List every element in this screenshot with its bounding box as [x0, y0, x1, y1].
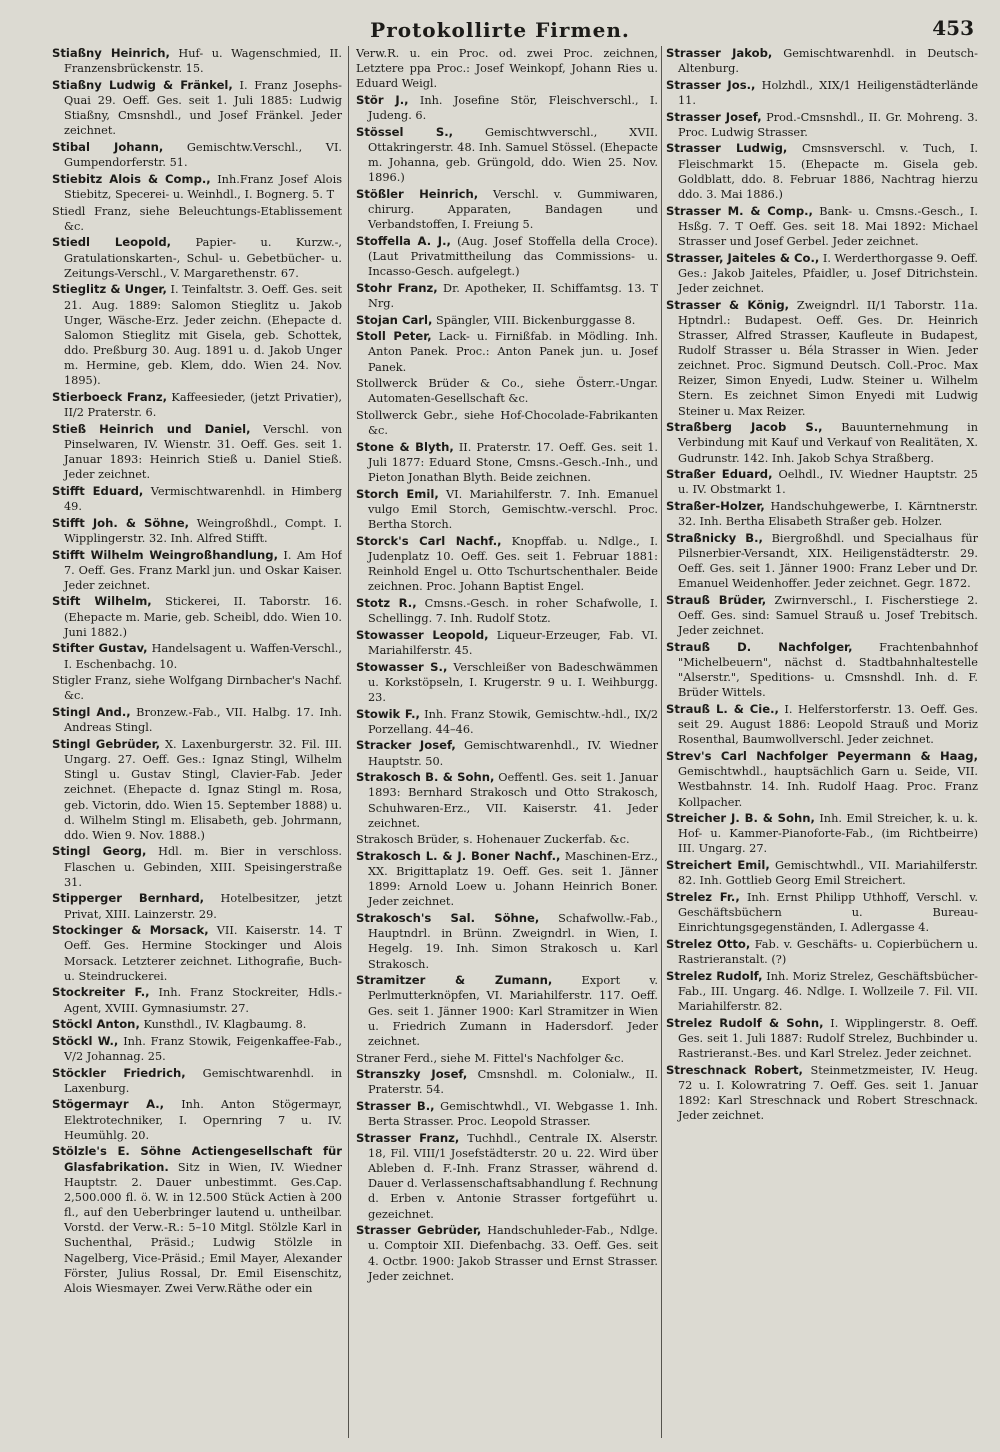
- firm-entry: [356, 376, 658, 406]
- firm-name: Stingl Gebrüder,: [52, 736, 161, 751]
- firm-entry: [356, 1223, 658, 1284]
- firm-details: VII. Kaiserstr. 14. T Oeff. Ges. Hermine Stockinger und Alois Morsack. Letzterer zeichnet. Lithografie, Buch- u. Steindruckerei.: [64, 924, 342, 983]
- firm-name: Streschnack Robert,: [666, 1062, 803, 1077]
- firm-name: Stölzle's E. Söhne Actiengesellschaft für Glasfabrikation.: [52, 1144, 342, 1174]
- firm-entry: [666, 251, 978, 296]
- firm-details: Stickerei, II. Taborstr. 16. (Ehepacte m. Marie, geb. Scheibl, ddo. Wien 10. Juni 1882.): [64, 595, 342, 639]
- firm-name: Straßnicky B.,: [666, 530, 763, 545]
- firm-details: Gemischtwarenhdl. in Laxenburg.: [64, 1066, 342, 1095]
- firm-details: Inh. Josefine Stör, Fleischverschl., I. Judeng. 6.: [368, 93, 658, 123]
- firm-details: Export v. Perlmutterknöpfen, VI. Mariahilferstr. 117. Oeff. Ges. seit 1. Jänner 1900: Karl Stramitzer in Wien u. Friedrich Zumann in Hadersdorf. Jeder zeichnet.: [368, 974, 658, 1048]
- firm-name: Stifft Wilhelm Weingroßhandlung,: [52, 547, 279, 562]
- firm-details: Gemischtwarenhdl. in Deutsch-Altenburg.: [678, 47, 978, 76]
- firm-details: I. Am Hof 7. Oeff. Ges. Franz Markl jun. und Oskar Kaiser. Jeder zeichnet.: [64, 548, 342, 592]
- page-title: Protokollirte Firmen.: [370, 18, 630, 42]
- firm-entry: [666, 640, 978, 701]
- firm-name: Streicher J. B. & Sohn,: [666, 811, 815, 826]
- firm-entry: [52, 282, 342, 388]
- firm-name: Straßer Eduard,: [666, 467, 773, 482]
- firm-entry: [666, 1016, 978, 1061]
- firm-name: Stieglitz & Unger,: [52, 282, 167, 297]
- firm-details: Stigler Franz, siehe Wolfgang Dirnbacher's Nachf. &c.: [52, 674, 342, 703]
- firm-name: Stiebitz Alois & Comp.,: [52, 171, 211, 186]
- firm-entry: [356, 313, 658, 328]
- firm-name: Stockinger & Morsack,: [52, 923, 209, 938]
- firm-details: Gemischtwhdl., hauptsächlich Garn u. Seide, VII. Westbahnstr. 14. Inh. Rudolf Haag. Proc. Franz Kollpacher.: [678, 765, 978, 809]
- firm-entry: [666, 110, 978, 140]
- firm-details: Handschuhleder-Fab., Ndlge. u. Comptoir XII. Diefenbachg. 33. Oeff. Ges. seit 4. Octbr. 1900: Jakob Strasser und Ernst Strasser. Jeder zeichnet.: [368, 1224, 658, 1283]
- firm-details: I. Werderthorgasse 9. Oeff. Ges.: Jakob Jaiteles, Pfaidler, u. Josef Ditrichstein. Jeder zeichnet.: [678, 251, 978, 295]
- firm-name: Stranszky Josef,: [356, 1067, 468, 1082]
- firm-details: Knopffab. u. Ndlge., I. Judenplatz 10. Oeff. Ges. seit 1. Februar 1881: Reinhold Engel u. Otto Tschurtschenthaler. Beide zeichnen. Proc. Johann Baptist Engel.: [368, 534, 658, 594]
- firm-details: Fab. v. Geschäfts- u. Copierbüchern u. Rastrieranstalt. (?): [678, 937, 978, 967]
- firm-entry: [356, 832, 658, 847]
- firm-details: Hdl. m. Bier in verschloss. Flaschen u. Gebinden, XIII. Speisingerstraße 31.: [64, 845, 342, 889]
- firm-name: Stiedl Leopold,: [52, 235, 172, 250]
- firm-name: Stohr Franz,: [356, 280, 438, 295]
- firm-name: Strasser & König,: [666, 297, 790, 312]
- firm-name: Stöckler Friedrich,: [52, 1065, 186, 1080]
- firm-entry: [356, 329, 658, 374]
- firm-name: Strasser Josef,: [666, 109, 762, 124]
- firm-details: Stiedl Franz, siehe Beleuchtungs-Etablissement &c.: [52, 204, 342, 233]
- firm-details: Steinmetzmeister, IV. Heug. 72 u. I. Kolowratring 7. Oeff. Ges. seit 1. Januar 1892: Karl Streschnack und Robert Streschnack. Jeder zeichnet.: [678, 1063, 978, 1123]
- firm-entry: [52, 737, 342, 843]
- firm-name: Stramitzer & Zumann,: [356, 973, 553, 988]
- firm-details: VI. Mariahilferstr. 7. Inh. Emanuel vulgo Emil Storch, Gemischtw.-verschl. Proc. Bertha Storch.: [368, 487, 658, 532]
- firm-details: Tuchhdl., Centrale IX. Alserstr. 18, Fil. VIII/1 Josefstädterstr. 20 u. 22. Wird über Ableben d. F.-Inh. Franz Strasser, während d. Dauer d. Verlassenschaftsabhandlung f. Rechnung d. Erben v. Antonie Strasser fortgeführt u. gezeichnet.: [368, 1131, 658, 1221]
- firm-details: Gemischtwarenhdl., IV. Wiedner Hauptstr. 50.: [368, 739, 658, 768]
- firm-entry: [666, 420, 978, 465]
- column-middle: [356, 46, 658, 1438]
- firm-details: (Aug. Josef Stoffella della Croce). (Laut Privatmittheilung das Commissions- u. Incasso-Gesch. aufgelegt.): [368, 234, 658, 279]
- firm-entry: [356, 738, 658, 768]
- firm-name: Stift Wilhelm,: [52, 594, 152, 609]
- firm-details: Handelsagent u. Waffen-Verschl., I. Eschenbachg. 10.: [64, 642, 342, 671]
- firm-details: Sitz in Wien, IV. Wiedner Hauptstr. 2. Dauer unbestimmt. Ges.Cap. 2,500.000 fl. ö. W. in 12.500 Stück Actien à 200 fl., auf den Ueberbringer lautend u. untheilbar. Vorstd. der Verw.-R.: 5–10 Mitgl. Stölzle Karl in Suchenthal, Präsid.; Ludwig Stölzle in Nagelberg, Vice-Präsid.; Emil Mayer, Alexander Förster, Julius Rossal, Dr. Emil Eisenschitz, Alois Wiesmayer. Zwei Verw.Räthe oder ein: [64, 1160, 342, 1295]
- firm-entry: [666, 467, 978, 497]
- firm-details: X. Laxenburgerstr. 32. Fil. III. Ungarg. 27. Oeff. Ges.: Ignaz Stingl, Wilhelm Stingl u. Gustav Stingl, Clavier-Fab. Jeder zeichnet. (Ehepacte d. Ignaz Stingl m. Rosa, geb. Victorin, ddo. Wien 15. September 1888) u. d. Wilhelm Stingl m. Elisabeth, geb. Johrmann, ddo. Wien 9. Nov. 1888.): [64, 737, 342, 842]
- firm-name: Stiaßny Ludwig & Fränkel,: [52, 77, 233, 92]
- firm-entry: [356, 973, 658, 1049]
- firm-details: Prod.-Cmsnshdl., II. Gr. Mohreng. 3. Proc. Ludwig Strasser.: [678, 110, 978, 139]
- firm-name: Stößler Heinrich,: [356, 186, 479, 201]
- firm-name: Stögermayr A.,: [52, 1097, 165, 1112]
- firm-details: Cmsnsverschl. v. Tuch, I. Fleischmarkt 15. (Ehepacte m. Gisela geb. Goldblatt, ddo. 8. Februar 1886, Nachtrag hierzu ddo. 3. Mai 1886.): [678, 142, 978, 201]
- firm-entry: [356, 707, 658, 737]
- firm-details: Lack- u. Firnißfab. in Mödling. Inh. Anton Panek. Proc.: Anton Panek jun. u. Josef Panek.: [368, 330, 658, 374]
- firm-entry: [666, 46, 978, 76]
- firm-details: Inh.Franz Josef Alois Stiebitz, Specerei- u. Weinhdl., I. Bognerg. 5. T: [64, 172, 342, 201]
- firm-details: I. Wipplingerstr. 8. Oeff. Ges. seit 1. Juli 1887: Rudolf Strelez, Buchbinder u. Rastrieranst.-Bes. und Karl Strelez. Jeder zeichnet.: [678, 1016, 978, 1060]
- firm-entry: [52, 1017, 342, 1032]
- firm-name: Stör J.,: [356, 92, 409, 107]
- firm-entry: [356, 440, 658, 485]
- firm-name: Stifft Eduard,: [52, 483, 144, 498]
- firm-entry: [666, 811, 978, 856]
- firm-name: Stowasser S.,: [356, 659, 448, 674]
- column-rule: [348, 46, 349, 1438]
- firm-details: Bank- u. Cmsns.-Gesch., I. Hsßg. 7. T Oeff. Ges. seit 18. Mai 1892: Michael Strasser und Josef Gerbel. Jeder zeichnet.: [678, 204, 978, 248]
- firm-details: I. Franz Josephs-Quai 29. Oeff. Ges. seit 1. Juli 1885: Ludwig Stiaßny, Cmsnshdl., und Josef Fränkel. Jeder zeichnet.: [64, 78, 342, 138]
- firm-entry: [356, 1051, 658, 1066]
- firm-entry: [356, 281, 658, 311]
- firm-details: Papier- u. Kurzw.-, Gratulationskarten-, Schul- u. Gebetbücher- u. Zeitungs-Verschl., V. Margarethenstr. 67.: [64, 236, 342, 280]
- firm-name: Strasser Franz,: [356, 1130, 460, 1145]
- firm-entry: [356, 1099, 658, 1129]
- firm-name: Straßberg Jacob S.,: [666, 420, 823, 435]
- firm-entry: [356, 187, 658, 232]
- firm-entry: [666, 937, 978, 967]
- firm-entry: [356, 125, 658, 186]
- firm-entry: [666, 499, 978, 529]
- firm-name: Stowik F.,: [356, 706, 420, 721]
- firm-name: Strasser Jakob,: [666, 46, 773, 60]
- firm-name: Stoffella A. J.,: [356, 233, 451, 248]
- page-number: 453: [932, 16, 974, 40]
- firm-name: Stiaßny Heinrich,: [52, 46, 170, 60]
- firm-details: I. Helferstorferstr. 13. Oeff. Ges. seit 29. August 1886: Leopold Strauß und Moriz Rosenthal, Baumwollverschl. Jeder zeichnet.: [678, 703, 978, 747]
- firm-name: Stoll Peter,: [356, 329, 432, 344]
- firm-details: Straner Ferd., siehe M. Fittel's Nachfolger &c.: [356, 1051, 625, 1065]
- firm-details: Hotelbesitzer, jetzt Privat, XIII. Lainzerstr. 29.: [64, 892, 342, 921]
- firm-details: Oelhdl., IV. Wiedner Hauptstr. 25 u. IV. Obstmarkt 1.: [678, 468, 978, 497]
- firm-details: Huf- u. Wagenschmied, II. Franzensbrückenstr. 15.: [64, 47, 342, 76]
- firm-name: Stingl And.,: [52, 705, 131, 720]
- firm-name: Strakosch's Sal. Söhne,: [356, 911, 540, 926]
- firm-details: Verschl. von Pinselwaren, IV. Wienstr. 31. Oeff. Ges. seit 1. Januar 1893: Heinrich Stieß u. Daniel Stieß. Jeder zeichnet.: [64, 422, 342, 482]
- firm-details: Inh. Emil Streicher, k. u. k. Hof- u. Kammer-Pianoforte-Fab., (im Richtbeirre) III. Ungarg. 27.: [678, 812, 978, 856]
- firm-entry: [666, 204, 978, 249]
- firm-entry: [356, 534, 658, 595]
- firm-entry: [52, 985, 342, 1015]
- firm-name: Stojan Carl,: [356, 312, 433, 327]
- firm-entry: [356, 770, 658, 831]
- firm-name: Strauß Brüder,: [666, 592, 767, 607]
- firm-name: Strasser Jos.,: [666, 77, 756, 92]
- firm-details: Gemischtw.Verschl., VI. Gumpendorferstr. 51.: [64, 140, 342, 170]
- firm-entry: [52, 204, 342, 234]
- firm-details: Dr. Apotheker, II. Schiffamtsg. 13. T Nrg.: [368, 281, 658, 310]
- firm-name: Strasser, Jaiteles & Co.,: [666, 250, 820, 265]
- firm-entry: [666, 593, 978, 638]
- firm-entry: [356, 1131, 658, 1222]
- firm-name: Strakosch L. & J. Boner Nachf.,: [356, 848, 561, 863]
- firm-name: Stracker Josef,: [356, 738, 456, 753]
- firm-name: Strev's Carl Nachfolger Peyermann & Haag,: [666, 749, 978, 764]
- firm-details: Handschuhgewerbe, I. Kärntnerstr. 32. Inh. Bertha Elisabeth Straßer geb. Holzer.: [678, 500, 978, 529]
- firm-details: Oeffentl. Ges. seit 1. Januar 1893: Bernhard Strakosch und Otto Strakosch, Schuhwaren-Erz., VII. Kaiserstr. 41. Jeder zeichnet.: [368, 771, 658, 830]
- firm-details: Strakosch Brüder, s. Hohenauer Zuckerfab. &c.: [356, 833, 630, 847]
- entry-continuation: Verw.R. u. ein Proc. od. zwei Proc. zeichnen, Letztere ppa Proc.: Josef Weinkopf, Johann Ries u. Eduard Weigl.: [356, 47, 658, 91]
- firm-details: Weingroßhdl., Compt. I. Wipplingerstr. 32. Inh. Alfred Stifft.: [64, 516, 342, 545]
- firm-name: Strasser Gebrüder,: [356, 1223, 482, 1238]
- firm-entry: [666, 78, 978, 108]
- firm-name: Stierboeck Franz,: [52, 389, 168, 404]
- firm-details: Stollwerck Gebr., siehe Hof-Chocolade-Fabrikanten &c.: [356, 409, 658, 438]
- firm-details: Bauunternehmung in Verbindung mit Kauf und Verkauf von Realitäten, X. Gudrunstr. 142. Inh. Jakob Schya Straßberg.: [678, 421, 978, 465]
- firm-details: Liqueur-Erzeuger, Fab. VI. Mariahilferstr. 45.: [368, 628, 658, 657]
- firm-details: Holzhdl., XIX/1 Heiligenstädterlände 11.: [678, 78, 978, 107]
- firm-entry: [52, 548, 342, 593]
- firm-name: Stipperger Bernhard,: [52, 891, 205, 906]
- firm-name: Strauß D. Nachfolger,: [666, 639, 853, 654]
- firm-entry: [52, 140, 342, 170]
- firm-details: Biergroßhdl. und Specialhaus für Pilsnerbier-Versandt, XIX. Heiligenstädterstr. 29. Oeff. Ges. seit 1. Jänner 1900: Franz Leber und Dr. Emanuel Weidenhoffer. Jeder zeichnet. Gegr. 1872.: [678, 531, 978, 591]
- firm-entry: [52, 1066, 342, 1096]
- firm-details: Verschleißer von Badeschwämmen u. Korkstöpseln, I. Krugerstr. 9 u. I. Weihburgg. 23.: [368, 660, 658, 704]
- firm-entry: [356, 628, 658, 658]
- firm-entry: [52, 1097, 342, 1142]
- firm-entry: [356, 596, 658, 626]
- firm-details: Gemischtwhdl., VII. Mariahilferstr. 82. Inh. Gottlieb Georg Emil Streichert.: [678, 859, 978, 888]
- firm-details: Inh. Anton Stögermayr, Elektrotechniker, I. Opernring 7 u. IV. Heumühlg. 20.: [64, 1098, 342, 1142]
- firm-details: Inh. Ernst Philipp Uthhoff, Verschl. v. Geschäftsbüchern u. Bureau-Einrichtungsgegenständen, I. Adlergasse 4.: [678, 890, 978, 935]
- firm-name: Strelez Otto,: [666, 936, 751, 951]
- firm-entry: [52, 844, 342, 889]
- firm-details: Gemischtwverschl., XVII. Ottakringerstr. 48. Inh. Samuel Stössel. (Ehepacte m. Johanna, geb. Grüngold, ddo. Wien 25. Nov. 1896.): [368, 125, 658, 185]
- firm-details: Stollwerck Brüder & Co., siehe Österr.-Ungar. Automaten-Gesellschaft &c.: [356, 377, 658, 406]
- firm-entry: [52, 1144, 342, 1296]
- firm-name: Strasser M. & Comp.,: [666, 203, 813, 218]
- firm-details: Maschinen-Erz., XX. Brigittaplatz 19. Oeff. Ges. seit 1. Jänner 1899: Arnold Loew u. Johann Heinrich Boner. Jeder zeichnet.: [368, 849, 658, 909]
- firm-entry: [52, 390, 342, 420]
- firm-name: Stieß Heinrich und Daniel,: [52, 421, 251, 436]
- firm-entry: [666, 298, 978, 419]
- firm-details: Bronzew.-Fab., VII. Halbg. 17. Inh. Andreas Stingl.: [64, 706, 342, 735]
- firm-entry: [356, 234, 658, 279]
- firm-name: Strelez Rudolf & Sohn,: [666, 1015, 824, 1030]
- firm-details: Vermischtwarenhdl. in Himberg 49.: [64, 484, 342, 514]
- firm-entry: [666, 858, 978, 888]
- firm-entry: [356, 660, 658, 705]
- firm-name: Stössel S.,: [356, 124, 454, 139]
- firm-details: Zweigndrl. II/1 Taborstr. 11a. Hptndrl.: Budapest. Oeff. Ges. Dr. Heinrich Strasser, Alfred Strasser, Kaufleute in Budapest, Rudolf Strasser u. Béla Strasser in Wien. Jeder zeichnet. Proc. Sigmund Deutsch. Coll.-Proc. Max Reizer, Simon Enyedi, Ludw. Steiner u. Wilhelm Stern. Es zeichnet Simon Enyedi mit Ludwig Steiner u. Max Reizer.: [678, 298, 978, 418]
- firm-name: Stockreiter F.,: [52, 985, 150, 1000]
- firm-entry: [356, 487, 658, 532]
- firm-entry: [356, 93, 658, 123]
- firm-details: Inh. Moriz Strelez, Geschäftsbücher-Fab., III. Ungarg. 46. Ndlge. I. Wollzeile 7. Fil. VII. Mariahilferstr. 82.: [678, 969, 978, 1014]
- firm-entry: [666, 531, 978, 592]
- firm-entry: [52, 705, 342, 735]
- firm-name: Straßer-Holzer,: [666, 499, 765, 514]
- firm-details: I. Teinfaltstr. 3. Oeff. Ges. seit 21. Aug. 1889: Salomon Stieglitz u. Jakob Unger, Wäsche-Erz. Jeder zeichn. (Ehepacte d. Salomon Stieglitz mit Gisela, geb. Schottek, ddo. Preßburg 30. Aug. 1891 u. d. Jakob Unger m. Hermine, geb. Klem, ddo. Wien 24. Nov. 1895).: [64, 283, 342, 388]
- firm-entry: [356, 849, 658, 910]
- firm-name: Storch Emil,: [356, 486, 439, 501]
- firm-name: Stöckl W.,: [52, 1033, 119, 1048]
- firm-details: Cmsnshdl. m. Colonialw., II. Praterstr. 54.: [368, 1068, 658, 1097]
- firm-entry: [52, 484, 342, 514]
- firm-details: Schafwollw.-Fab., Hauptndrl. in Brünn. Zweigndrl. in Wien, I. Hegelg. 19. Inh. Simon Strakosch u. Karl Strakosch.: [368, 912, 658, 971]
- firm-details: Kaffeesieder, (jetzt Privatier), II/2 Praterstr. 6.: [64, 390, 342, 420]
- firm-name: Stöckl Anton,: [52, 1017, 140, 1032]
- firm-name: Stotz R.,: [356, 595, 417, 610]
- firm-entry: [52, 594, 342, 639]
- firm-entry: [666, 1063, 978, 1124]
- firm-entry: [52, 1034, 342, 1064]
- firm-entry: [52, 923, 342, 984]
- firm-name: Strelez Fr.,: [666, 889, 740, 904]
- firm-details: Kunsthdl., IV. Klagbaumg. 8.: [143, 1018, 307, 1032]
- firm-entry: [52, 891, 342, 921]
- firm-details: Verschl. v. Gummiwaren, chirurg. Apparaten, Bandagen und Verbandstoffen, I. Freiung 5.: [368, 187, 658, 232]
- firm-entry: [356, 911, 658, 972]
- firm-details: Gemischtwhdl., VI. Webgasse 1. Inh. Berta Strasser. Proc. Leopold Strasser.: [368, 1099, 658, 1129]
- firm-details: Cmsns.-Gesch. in roher Schafwolle, I. Schellingg. 7. Inh. Rudolf Stotz.: [368, 596, 658, 626]
- firm-entry: [52, 673, 342, 703]
- firm-details: Spängler, VIII. Bickenburggasse 8.: [435, 313, 636, 327]
- firm-entry: [52, 172, 342, 202]
- firm-entry: [666, 141, 978, 202]
- firm-name: Strelez Rudolf,: [666, 968, 763, 983]
- firm-details: Inh. Franz Stowik, Gemischtw.-hdl., IX/2 Porzellang. 44–46.: [368, 707, 658, 736]
- firm-name: Stowasser Leopold,: [356, 627, 489, 642]
- column-rule: [661, 46, 662, 1438]
- firm-entry: [666, 749, 978, 810]
- firm-entry: [52, 422, 342, 483]
- firm-entry: [666, 702, 978, 747]
- firm-details: Zwirnverschl., I. Fischerstiege 2. Oeff. Ges. sind: Samuel Strauß u. Josef Trebitsch. Jeder zeichnet.: [678, 593, 978, 638]
- firm-entry: [52, 46, 342, 76]
- firm-details: Frachtenbahnhof "Michelbeuern", nächst d. Stadtbahnhaltestelle "Alserstr.", Speditions- u. Cmsnshdl. Inh. d. F. Brüder Wittels.: [678, 640, 978, 700]
- firm-entry: [666, 969, 978, 1014]
- firm-name: Stibal Johann,: [52, 139, 164, 154]
- firm-name: Strasser B.,: [356, 1098, 435, 1113]
- firm-entry: [52, 235, 342, 280]
- firm-entry: [52, 516, 342, 546]
- firm-name: Strasser Ludwig,: [666, 141, 788, 156]
- column-right: [666, 46, 978, 1438]
- firm-details: Inh. Franz Stowik, Feigenkaffee-Fab., V/2 Johannag. 25.: [64, 1034, 342, 1063]
- firm-name: Streichert Emil,: [666, 858, 770, 873]
- firm-name: Stifter Gustav,: [52, 641, 148, 656]
- firm-entry: [666, 890, 978, 935]
- firm-details: II. Praterstr. 17. Oeff. Ges. seit 1. Juli 1877: Eduard Stone, Cmsns.-Gesch.-Inh., und Pieton Jonathan Blyth. Beide zeichnen.: [368, 440, 658, 485]
- firm-name: Strauß L. & Cie.,: [666, 702, 779, 717]
- firm-name: Storck's Carl Nachf.,: [356, 533, 502, 548]
- firm-details: Inh. Franz Stockreiter, Hdls.-Agent, XVIII. Gymnasiumstr. 27.: [64, 986, 342, 1015]
- firm-entry: [356, 408, 658, 438]
- firm-name: Stifft Joh. & Söhne,: [52, 515, 190, 530]
- firm-name: Stingl Georg,: [52, 844, 147, 859]
- firm-entry: [52, 78, 342, 139]
- firm-name: Stone & Blyth,: [356, 439, 454, 454]
- firm-entry: [356, 1067, 658, 1097]
- firm-entry: [52, 641, 342, 671]
- firm-name: Strakosch B. & Sohn,: [356, 770, 495, 785]
- column-left: [52, 46, 342, 1438]
